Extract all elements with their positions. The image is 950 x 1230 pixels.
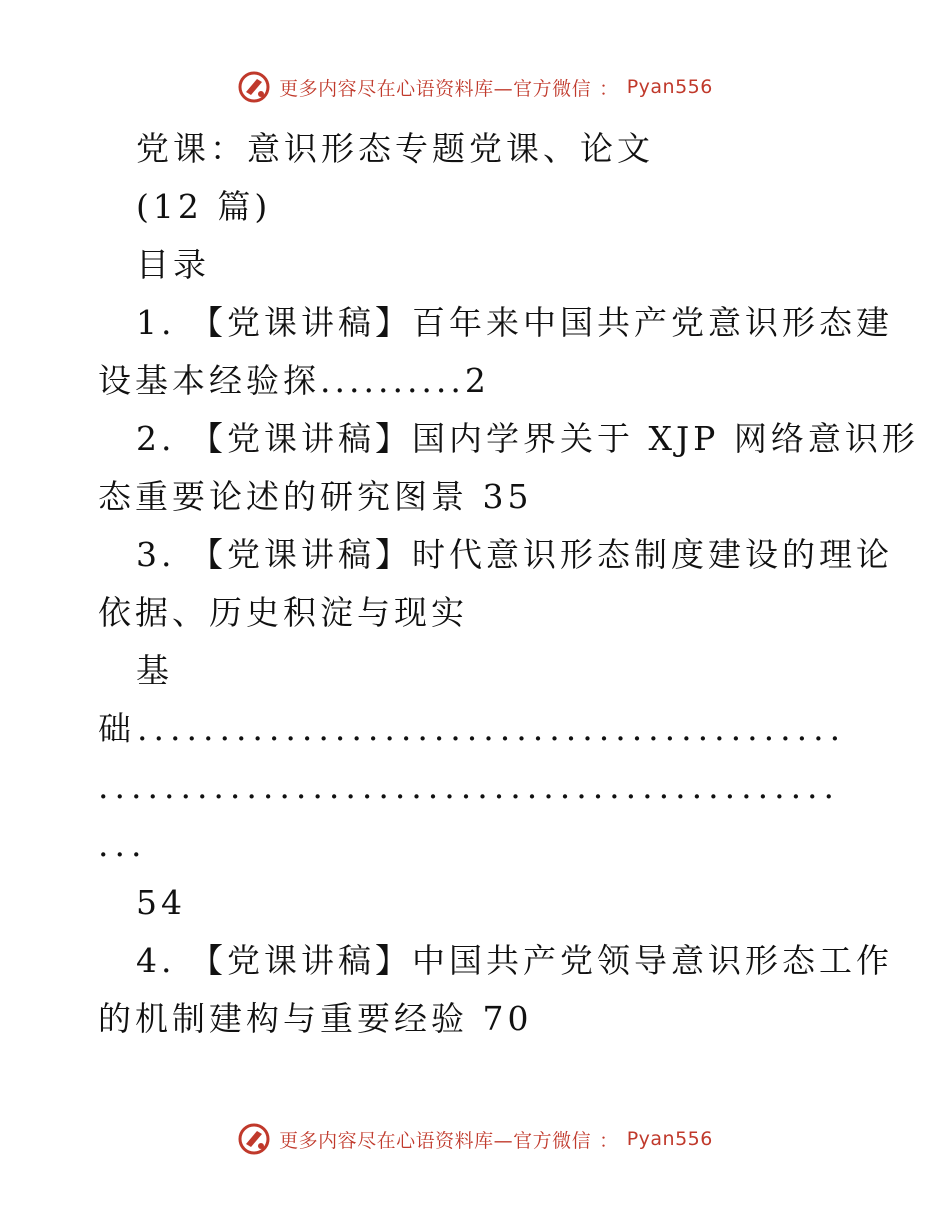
toc-line: 1. 【党课讲稿】百年来中国共产党意识形态建 bbox=[136, 303, 893, 342]
toc-line: 础........................................... bbox=[98, 709, 847, 748]
watermark-separator: ： bbox=[599, 77, 619, 100]
toc-line: 54 bbox=[136, 883, 186, 922]
watermark-separator: ： bbox=[599, 1129, 619, 1152]
logo-icon bbox=[237, 70, 271, 104]
toc-line: ... bbox=[98, 825, 148, 864]
watermark-wechat-id: Pyan556 bbox=[626, 76, 713, 98]
toc-line: 设基本经验探..........2 bbox=[98, 361, 490, 400]
watermark-site-text: 更多内容尽在心语资料库—官方微信 bbox=[279, 1129, 592, 1152]
toc-line: 4. 【党课讲稿】中国共产党领导意识形态工作 bbox=[136, 941, 893, 980]
watermark-footer bbox=[0, 1122, 950, 1156]
watermark-site-text: 更多内容尽在心语资料库—官方微信 bbox=[279, 77, 592, 100]
toc-heading: 目录 bbox=[136, 245, 210, 284]
watermark-wechat-id: Pyan556 bbox=[626, 1128, 713, 1150]
watermark-header bbox=[0, 70, 950, 104]
toc-line: 基 bbox=[136, 651, 173, 690]
toc-line: 态重要论述的研究图景 35 bbox=[98, 477, 533, 516]
toc-line: 的机制建构与重要经验 70 bbox=[98, 999, 533, 1038]
document-subtitle: (12 篇) bbox=[136, 187, 272, 226]
toc-line: 依据、历史积淀与现实 bbox=[98, 593, 468, 632]
document-title: 党课：意识形态专题党课、论文 bbox=[136, 129, 654, 168]
document-body bbox=[98, 120, 919, 1048]
toc-line: ............................................. bbox=[98, 767, 841, 806]
logo-icon bbox=[237, 1122, 271, 1156]
toc-line: 2. 【党课讲稿】国内学界关于 XJP 网络意识形 bbox=[136, 419, 919, 458]
toc-line: 3. 【党课讲稿】时代意识形态制度建设的理论 bbox=[136, 535, 893, 574]
